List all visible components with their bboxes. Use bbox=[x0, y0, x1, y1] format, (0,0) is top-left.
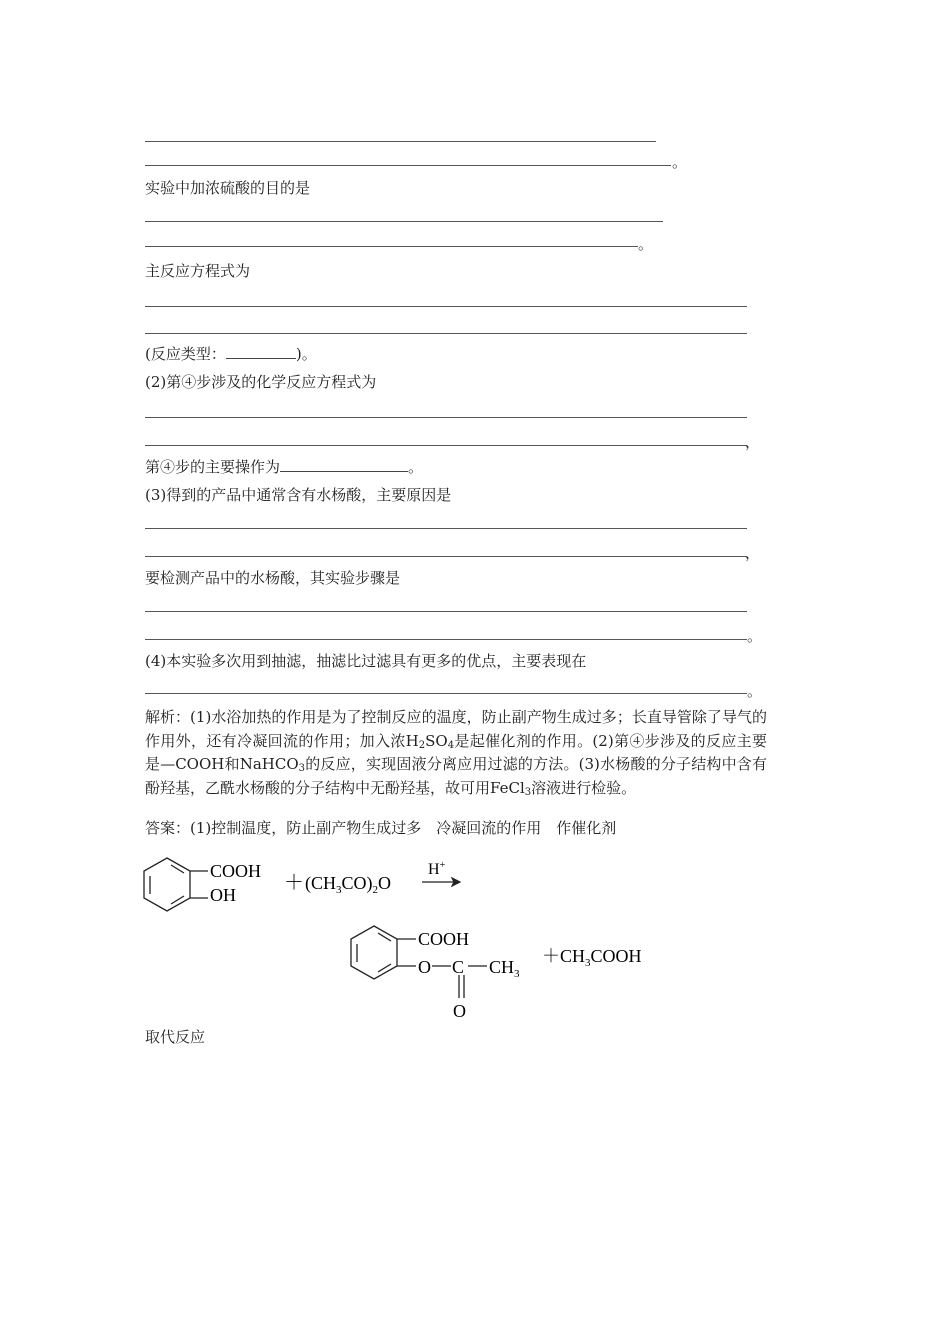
product-sub-3: 3 bbox=[514, 968, 520, 980]
nahco3-text: NaHCO bbox=[239, 755, 299, 773]
h2so4-sub-4: 4 bbox=[447, 739, 455, 751]
nahco3-sub: 3 bbox=[298, 763, 306, 774]
fecl3-sub: 3 bbox=[524, 786, 532, 798]
reagent-sub-2: 2 bbox=[372, 884, 378, 896]
period-mark: 。 bbox=[747, 627, 763, 645]
reagent-o: O bbox=[378, 873, 391, 893]
reagent-mid: CO) bbox=[341, 873, 373, 893]
reagent-anhydride bbox=[305, 873, 391, 896]
byproduct-acetic-acid bbox=[542, 946, 642, 969]
answer-line bbox=[145, 556, 747, 557]
answer-line bbox=[145, 246, 638, 247]
analysis-text-2: 是起催化剂的作用。(2)第④步涉及的反应主要是—COOH和 bbox=[145, 731, 767, 773]
period-mark: 。 bbox=[747, 682, 763, 700]
analysis-text-3: 的反应，实现固液分离应用过滤的方法。(3)水杨酸的分子结构中含有酚羟基，乙酰水杨酸的分子结构中无酚羟基，故可用 bbox=[145, 755, 767, 797]
question-3: (3)得到的产品中通常含有水杨酸，主要原因是 bbox=[145, 486, 452, 504]
analysis-text-1: 解析：(1)水浴加热的作用是为了控制反应的温度，防止副产物生成过多；长直导管除了导气的作用外，还有冷凝回流的作用；加入浓 bbox=[145, 708, 767, 750]
byproduct-ch: ＋CH bbox=[542, 946, 586, 966]
comma-mark: ， bbox=[745, 544, 761, 562]
period-mark: 。 bbox=[638, 235, 654, 253]
byproduct-sub-3: 3 bbox=[585, 957, 591, 969]
reaction-equation bbox=[0, 840, 950, 1040]
answer-line bbox=[145, 221, 663, 222]
question-4: (4)本实验多次用到抽滤，抽滤比过滤具有更多的优点，主要表现在 bbox=[145, 652, 587, 670]
question-h2so4-purpose: 实验中加浓硫酸的目的是 bbox=[145, 179, 311, 197]
comma-mark: ， bbox=[745, 433, 761, 451]
answer-line bbox=[145, 693, 747, 694]
answer-line-text: 答案：(1)控制温度，防止副产物生成过多 冷凝回流的作用 作催化剂 bbox=[145, 819, 617, 837]
reaction-arrow-icon bbox=[422, 878, 460, 886]
answer-line bbox=[145, 165, 671, 166]
reagent-open: (CH bbox=[305, 873, 336, 893]
h2so4-sub-2: 2 bbox=[418, 739, 426, 751]
catalyst-sup: + bbox=[439, 860, 446, 871]
answer-line bbox=[145, 417, 747, 418]
answer-line bbox=[145, 445, 747, 446]
h2so4-h: H bbox=[405, 731, 419, 750]
answer-line bbox=[145, 333, 747, 334]
catalyst-label: H bbox=[428, 861, 440, 878]
byproduct-cooh: COOH bbox=[590, 946, 642, 966]
plus-sign: ＋ bbox=[284, 872, 304, 894]
reaction-type-blank[interactable] bbox=[226, 344, 296, 359]
operation-prefix: 第④步的主要操作为 bbox=[145, 458, 281, 476]
h2so4-so: SO bbox=[425, 731, 448, 750]
product-carbonyl-c: C bbox=[452, 957, 465, 977]
question-main-equation: 主反应方程式为 bbox=[145, 262, 251, 280]
question-3-detect: 要检测产品中的水杨酸，其实验步骤是 bbox=[145, 569, 401, 587]
reaction-type-open: (反应类型： bbox=[145, 345, 226, 363]
product-ester-o: O bbox=[418, 957, 431, 977]
analysis-paragraph bbox=[145, 706, 767, 800]
answer-line bbox=[145, 306, 747, 307]
catalyst-h bbox=[428, 860, 446, 878]
question-2-operation bbox=[145, 457, 423, 477]
answer-line bbox=[145, 141, 656, 142]
reactant-cooh: COOH bbox=[210, 861, 262, 881]
operation-blank[interactable] bbox=[280, 457, 408, 472]
period-mark: 。 bbox=[408, 458, 424, 476]
answer-reaction-type: 取代反应 bbox=[145, 1028, 206, 1046]
answer-line bbox=[145, 528, 747, 529]
product-ch: CH bbox=[489, 957, 515, 977]
answer-line bbox=[145, 611, 747, 612]
period-mark: 。 bbox=[672, 153, 688, 171]
fecl3-text: FeCl bbox=[490, 778, 525, 797]
question-reaction-type bbox=[145, 344, 317, 364]
product-methyl bbox=[489, 957, 520, 980]
reactant-oh: OH bbox=[210, 885, 236, 905]
reaction-type-close: )。 bbox=[295, 345, 317, 363]
question-2: (2)第④步涉及的化学反应方程式为 bbox=[145, 373, 377, 391]
product-cooh: COOH bbox=[418, 929, 470, 949]
reagent-sub-3: 3 bbox=[336, 884, 342, 896]
answer-line bbox=[145, 639, 747, 640]
product-carbonyl-o: O bbox=[453, 1001, 466, 1021]
salicylic-acid-ring-icon bbox=[144, 858, 208, 911]
analysis-text-4: 溶液进行检验。 bbox=[531, 778, 637, 797]
